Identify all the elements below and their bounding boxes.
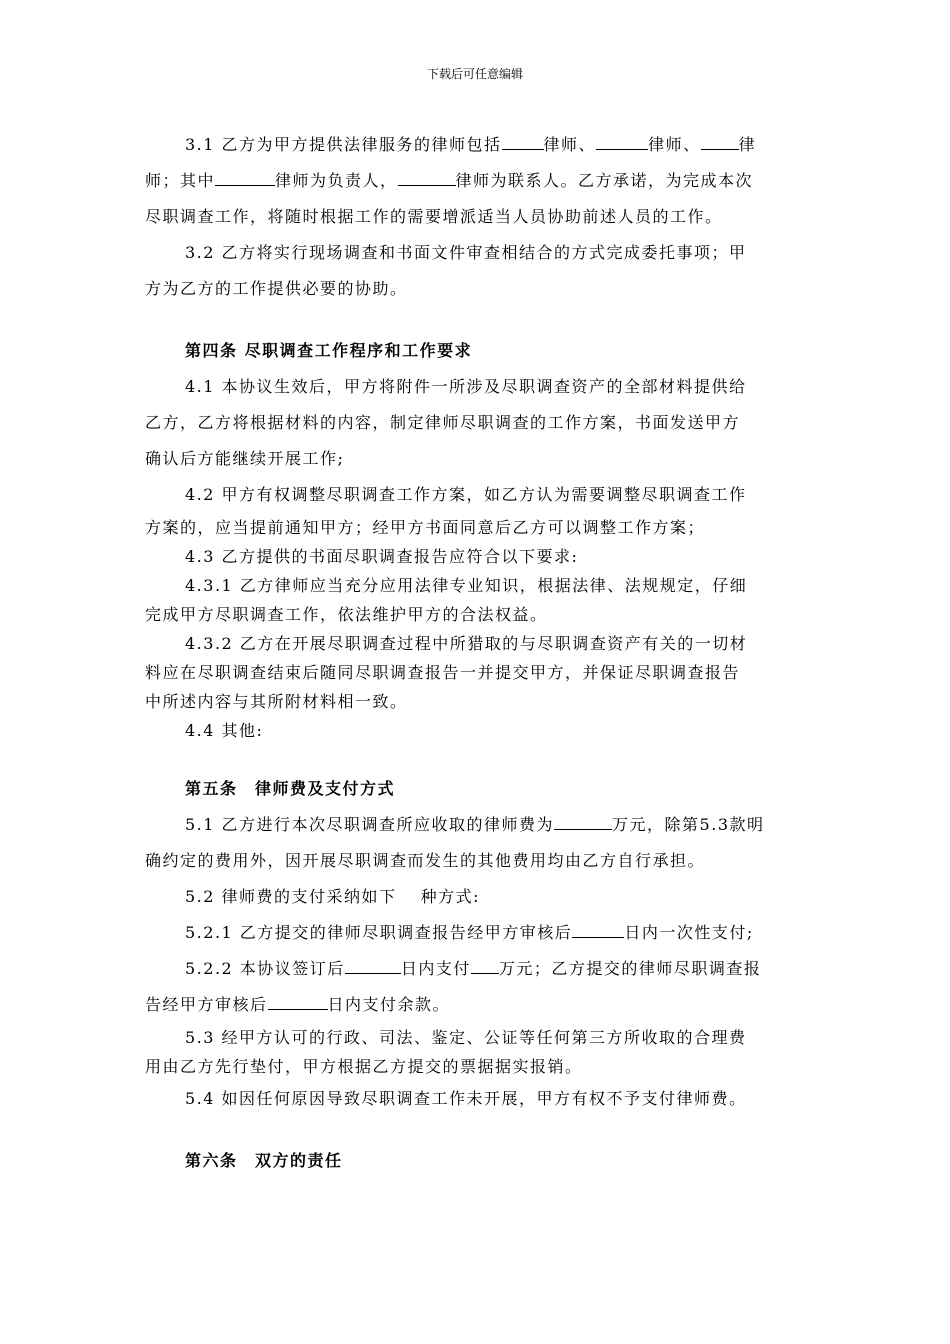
clause-5-2-2-line-1 [145, 951, 805, 987]
spacer [145, 1117, 805, 1143]
clause-4-2-line-1: 4.2 甲方有权调整尽职调查工作方案，如乙方认为需要调整尽职调查工作 [185, 485, 747, 504]
text-run: 3.1 乙方为甲方提供法律服务的律师包括 [185, 135, 502, 154]
article-5-title: 第五条 律师费及支付方式 [185, 779, 396, 798]
blank-line [554, 811, 612, 830]
blank-line [398, 167, 456, 186]
blank-line [701, 131, 739, 150]
clause-4-3-1-line-1: 4.3.1 乙方律师应当充分应用法律专业知识，根据法律、法规规定，仔细 [185, 576, 748, 595]
text-run: 5.2.1 乙方提交的律师尽职调查报告经甲方审核后 [185, 923, 573, 942]
text-run: 律师为负责人， [275, 171, 398, 190]
spacer [145, 307, 805, 333]
text-run: 师；其中 [145, 171, 216, 190]
text-run: 5.1 乙方进行本次尽职调查所应收取的律师费为 [185, 815, 555, 834]
clause-5-2-1 [145, 915, 805, 951]
clause-4-3-2-line-3: 中所述内容与其所附材料相一致。 [145, 692, 408, 711]
blank-line [572, 919, 624, 938]
clause-4-1-line-3: 确认后方能继续开展工作; [145, 449, 345, 468]
clause-5-2: 5.2 律师费的支付采纳如下 种方式: [185, 887, 481, 906]
clause-4-3-2-line-2: 料应在尽职调查结束后随同尽职调查报告一并提交甲方，并保证尽职调查报告 [145, 663, 741, 682]
clause-5-1-line-2: 确约定的费用外，因开展尽职调查而发生的其他费用均由乙方自行承担。 [145, 851, 706, 870]
text-run: 律师、 [543, 135, 597, 154]
clause-4-3: 4.3 乙方提供的书面尽职调查报告应符合以下要求: [185, 547, 579, 566]
clause-4-3-2-line-1: 4.3.2 乙方在开展尽职调查过程中所猎取的与尽职调查资产有关的一切材 [185, 634, 748, 653]
clause-5-2-2-line-2 [145, 987, 805, 1023]
clause-5-1-line-1 [145, 807, 805, 843]
clause-3-2-line-1: 3.2 乙方将实行现场调查和书面文件审查相结合的方式完成委托事项；甲 [185, 243, 747, 262]
page-header-note: 下载后可任意编辑 [426, 67, 523, 81]
blank-line [502, 131, 544, 150]
clause-3-1-line-3: 尽职调查工作，将随时根据工作的需要增派适当人员协助前述人员的工作。 [145, 207, 723, 226]
text-run: 万元；乙方提交的律师尽职调查报 [498, 959, 762, 978]
blank-line [268, 991, 328, 1010]
clause-5-3-line-2: 用由乙方先行垫付，甲方根据乙方提交的票据据实报销。 [145, 1057, 583, 1076]
clause-5-4: 5.4 如因任何原因导致尽职调查工作未开展，甲方有权不予支付律师费。 [185, 1089, 747, 1108]
clause-3-1-line-2 [145, 163, 805, 199]
spacer [145, 745, 805, 771]
clause-4-1-line-2: 乙方，乙方将根据材料的内容，制定律师尽职调查的工作方案，书面发送甲方 [145, 413, 741, 432]
text-run: 日内支付 [400, 959, 471, 978]
text-run: 日内一次性支付; [624, 923, 754, 942]
text-run: 律师为联系人。乙方承诺，为完成本次 [455, 171, 754, 190]
clause-4-1-line-1: 4.1 本协议生效后，甲方将附件一所涉及尽职调查资产的全部材料提供给 [185, 377, 747, 396]
clause-5-3-line-1: 5.3 经甲方认可的行政、司法、鉴定、公证等任何第三方所收取的合理费 [185, 1028, 747, 1047]
article-4-title: 第四条 尽职调查工作程序和工作要求 [185, 341, 473, 360]
text-run: 律师、 [648, 135, 701, 154]
clause-4-3-1-line-2: 完成甲方尽职调查工作，依法维护甲方的合法权益。 [145, 605, 548, 624]
text-run: 万元，除第5.3款明 [612, 815, 765, 834]
text-run: 律 [738, 135, 757, 154]
blank-line [596, 131, 648, 150]
clause-3-2-line-2: 方为乙方的工作提供必要的协助。 [145, 279, 408, 298]
text-run: 5.2.2 本协议签订后 [185, 959, 345, 978]
document-body [145, 127, 805, 1179]
article-6-title: 第六条 双方的责任 [185, 1151, 343, 1170]
clause-3-1-line-1 [145, 127, 805, 163]
blank-line [471, 955, 499, 974]
blank-line [345, 955, 401, 974]
text-run: 告经甲方审核后 [145, 995, 268, 1014]
clause-4-4: 4.4 其他: [185, 721, 264, 740]
text-run: 日内支付余款。 [327, 995, 451, 1014]
blank-line [215, 167, 275, 186]
clause-4-2-line-2: 方案的，应当提前通知甲方；经甲方书面同意后乙方可以调整工作方案； [145, 518, 706, 537]
